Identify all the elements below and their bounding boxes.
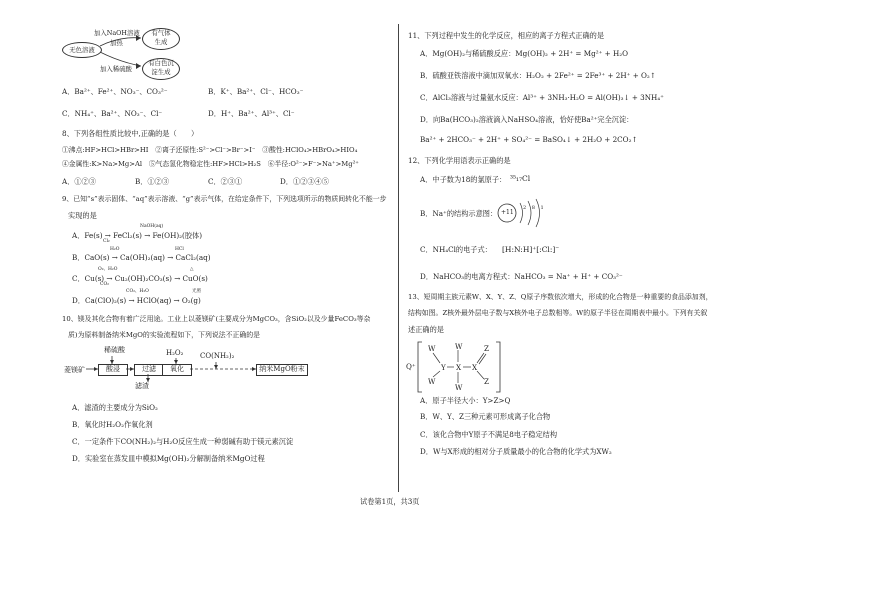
flow-step-1-label: 酸浸	[106, 365, 120, 373]
structure-q-ion: Q⁺	[406, 362, 416, 371]
q11-option-c: C．AlCl₃溶液与过量氨水反应：Al³⁺ + 3NH₃·H₂O = Al(OH)₃↓ + 3NH₄⁺	[420, 93, 664, 102]
structure-x-right: X	[472, 363, 478, 372]
upper-result-label-1: 有气体	[151, 29, 171, 37]
q9-b-cond-2: HCl	[175, 247, 184, 252]
structure-y: Y	[441, 363, 446, 372]
q7-option-b: B．K⁺、Ba²⁺、Cl⁻、HCO₃⁻	[208, 87, 304, 96]
lower-result-label-2: 淀生成	[151, 68, 171, 76]
q9-d-cond-1: CO₂、H₂O	[126, 289, 149, 294]
q9-stem-2: 实现的是	[68, 211, 97, 220]
q12-option-b: B．Na⁺的结构示意图：	[420, 209, 498, 218]
q9-option-b: B．CaO(s) → Ca(OH)₂(aq) → CaCl₂(aq)	[72, 253, 211, 262]
upper-condition-label: 加热	[110, 39, 123, 47]
q10-option-a: A．滤渣的主要成分为SiO₂	[72, 403, 158, 412]
flow-residue-label: 滤渣	[135, 382, 149, 390]
q9-stem: 9、已知“s”表示固体、“aq”表示溶液、“g”表示气体，在给定条件下，下列选项所示的物质间转化不能一步	[62, 195, 387, 203]
page-footer: 试卷第1页，共3页	[360, 497, 420, 506]
flow-reagent-2: H₂O₂	[166, 349, 184, 357]
q8-option-d: D．①②③④⑤	[280, 177, 329, 186]
flow-step-2-label: 过滤	[142, 365, 156, 373]
q8-line-2: ④金属性:K>Na>Mg>Al ⑤气态氢化物稳定性:HF>HCl>H₂S ⑥半径:O²⁻>F⁻>Na⁺>Mg²⁺	[62, 160, 359, 168]
q8-option-b: B．①②③	[135, 177, 170, 186]
structure-w-bottom-left: W	[428, 377, 436, 386]
q9-a-cond-1: Cl₂	[103, 239, 110, 244]
q9-b-cond-1: H₂O	[110, 247, 120, 252]
q12-option-a: A．中子数为18的氯原子：	[420, 175, 507, 184]
structure-w-top: W	[455, 342, 463, 351]
q9-c-cond-1b: CO₂	[100, 282, 109, 287]
q13-stem-2: 结构如图。Z核外最外层电子数与X核外电子总数相等。W的原子半径在周期表中最小。下列有关叙	[408, 309, 708, 317]
lower-reagent-label: 加入稀硫酸	[100, 65, 132, 73]
q13-stem-3: 述正确的是	[408, 325, 444, 334]
q7-option-c: C．NH₄⁺、Ba²⁺、NO₃⁻、Cl⁻	[62, 109, 163, 118]
q13-option-d: D．W与X形成的相对分子质量最小的化合物的化学式为XW₂	[420, 447, 612, 456]
q12-option-c: C．NH₄Cl的电子式：	[420, 245, 492, 254]
q8-stem: 8、下列各组性质比较中,正确的是（ ）	[62, 129, 199, 138]
flow-reagent-3: CO(NH₂)₂	[200, 352, 235, 360]
q9-c-cond-1: O₂、H₂O	[98, 267, 118, 272]
flow-start-label: 菱镁矿	[64, 366, 85, 374]
q12-option-d: D．NaHCO₃的电离方程式：NaHCO₃ = Na⁺ + H⁺ + CO₃²⁻	[420, 272, 623, 281]
q7-option-a: A．Ba²⁺、Fe²⁺、NO₃⁻、CO₃²⁻	[62, 87, 168, 96]
flow-reagent-1: 稀硫酸	[104, 346, 125, 354]
structure-z-bottom: Z	[484, 377, 489, 386]
q8-option-a: A．①②③	[62, 177, 96, 186]
q13-option-a: A．原子半径大小：Y>Z>Q	[420, 396, 511, 405]
q13-stem: 13、短周期主族元素W、X、Y、Z、Q原子序数依次增大，形成的化合物是一种重要的食品添加剂，	[408, 293, 713, 301]
q9-d-cond-2: 光照	[192, 289, 201, 294]
q10-option-c: C．一定条件下CO(NH₂)₂与H₂O反应生成一种弱碱有助于镁元素沉淀	[72, 437, 294, 446]
q9-option-d: D．Ca(ClO)₂(s) → HClO(aq) → O₂(g)	[72, 296, 201, 305]
column-divider	[398, 24, 399, 492]
q11-option-b: B．硫酸亚铁溶液中滴加双氧水：H₂O₂ + 2Fe²⁺ = 2Fe³⁺ + 2H⁺ + O₂↑	[420, 71, 656, 80]
structure-x: X	[456, 363, 462, 372]
q12-option-a-symbol: ³⁵₁₇Cl	[510, 174, 531, 183]
lower-result-label-1: 有白色沉	[148, 59, 174, 67]
sodium-shell-numbers: 2 8 1	[523, 205, 546, 211]
flow-product-label: 纳米MgO粉末	[259, 365, 305, 373]
structure-z-top: Z	[484, 344, 489, 353]
q11-stem: 11、下列过程中发生的化学反应，相应的离子方程式正确的是	[408, 31, 605, 40]
q7-option-d: D．H⁺、Ba²⁺、Al³⁺、Cl⁻	[208, 109, 295, 118]
flow-step-3-label: 氧化	[170, 365, 184, 373]
upper-result-label-2: 生成	[154, 38, 168, 46]
sodium-nucleus-label: +11	[501, 209, 514, 216]
q8-line-1: ①沸点:HF>HCl>HBr>HI ②离子还原性:S²⁻>Cl⁻>Br⁻>I⁻ ③酸性:HClO₄>HBrO₄>HIO₄	[62, 146, 358, 154]
diagram-start-label: 无色溶液	[69, 46, 95, 54]
q10-option-d: D．实验室在蒸发皿中模拟Mg(OH)₂分解制备纳米MgO过程	[72, 454, 265, 463]
q10-stem: 10、镁及其化合物有着广泛用途。工业上以菱镁矿(主要成分为MgCO₃，含SiO₂以及少量FeCO₃等杂	[62, 315, 371, 323]
q11-option-a: A．Mg(OH)₂与稀硫酸反应：Mg(OH)₂ + 2H⁺ = Mg²⁺ + H₂O	[420, 49, 628, 58]
q11-option-d-equation: Ba²⁺ + 2HCO₃⁻ + 2H⁺ + SO₄²⁻ = BaSO₄↓ + 2H₂O + 2CO₂↑	[420, 135, 638, 144]
q9-a-cond-2: NaOH(aq)	[140, 224, 164, 229]
structure-w-bottom: W	[455, 383, 463, 392]
q11-option-d: D．向Ba(HCO₃)₂溶液滴入NaHSO₄溶液，恰好使Ba²⁺完全沉淀：	[420, 115, 634, 124]
q9-option-a: A．Fe(s) → FeCl₂(s) → Fe(OH)₂(胶体)	[72, 231, 203, 240]
q10-option-b: B．氧化时H₂O₂作氧化剂	[72, 420, 153, 429]
q13-option-c: C．该化合物中Y原子不满足8电子稳定结构	[420, 430, 558, 439]
q8-option-c: C．②③①	[208, 177, 243, 186]
q13-option-b: B．W、Y、Z三种元素可形成离子化合物	[420, 412, 551, 421]
structure-w-top-left: W	[428, 344, 436, 353]
ammonium-chloride-electron-formula: [H:N:H]⁺[:Cl:]⁻	[502, 245, 560, 254]
q9-c-cond-2: △	[190, 267, 194, 272]
upper-reagent-label: 加入NaOH溶液	[94, 29, 140, 37]
q10-stem-2: 质)为原料制备纳米MgO的实验流程如下，下列说法不正确的是	[68, 331, 261, 339]
q9-option-c: C．Cu(s) → Cu₂(OH)₂CO₃(s) → CuO(s)	[72, 274, 208, 283]
q12-stem: 12、下列化学用语表示正确的是	[408, 156, 511, 165]
flow-arrows	[0, 0, 320, 400]
